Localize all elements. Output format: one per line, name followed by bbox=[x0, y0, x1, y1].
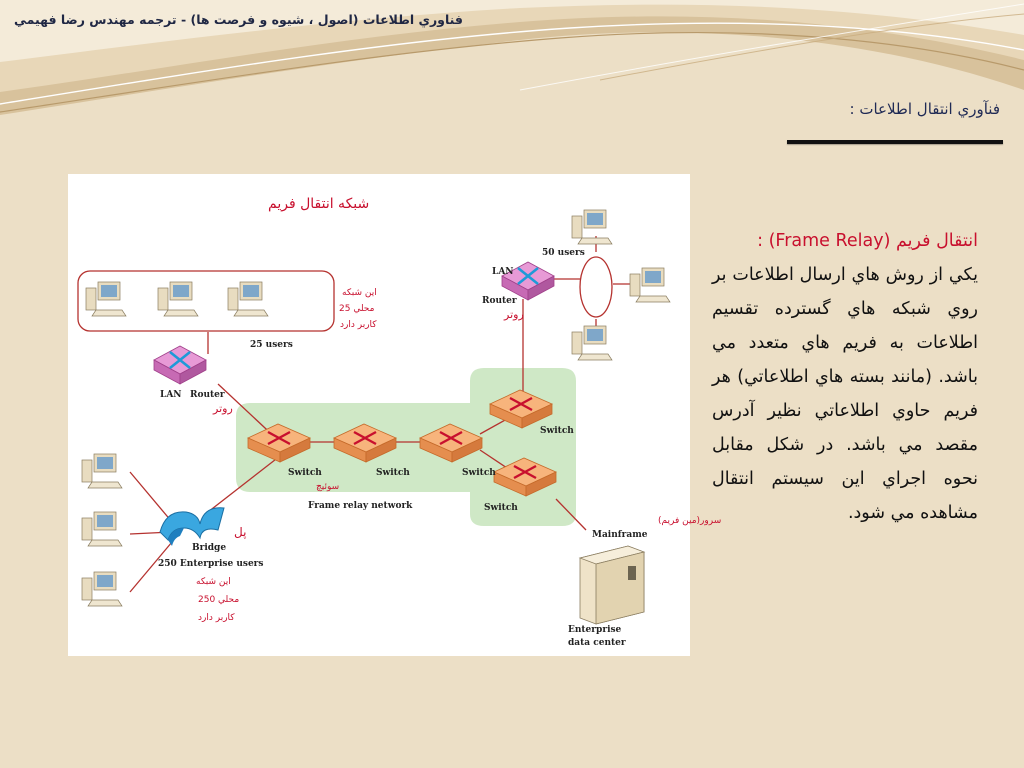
mainframe-fa-label: سرور(مين فريم) bbox=[658, 516, 722, 526]
frame-relay-heading: انتقال فريم (Frame Relay) : bbox=[757, 231, 978, 251]
workstation-icon bbox=[86, 282, 126, 316]
network-label: Frame relay network bbox=[308, 501, 413, 511]
bridge-icon bbox=[160, 508, 224, 546]
router-left-lan-label: LAN bbox=[160, 390, 182, 400]
diagram-title: شبکه انتقال فريم bbox=[268, 196, 370, 212]
datacenter-label-line2: data center bbox=[568, 638, 626, 648]
router-left-fa-label: روتر bbox=[213, 402, 233, 415]
workstation-icon bbox=[82, 454, 122, 488]
lan-25-note-line1: اين شبکه bbox=[342, 288, 377, 298]
heading-underline bbox=[787, 140, 1003, 144]
lan-25-users-box bbox=[78, 271, 334, 331]
slide-heading: فنآوري انتقال اطلاعات : bbox=[849, 100, 1000, 118]
lan-25-note-line2: محلي 25 bbox=[339, 304, 375, 314]
router-left-label: Router bbox=[190, 390, 225, 400]
mainframe-server-icon bbox=[580, 546, 644, 624]
switch-1-label: Switch bbox=[288, 468, 322, 478]
lan-250-note-line3: کاربر دارد bbox=[198, 613, 235, 623]
mainframe-label: Mainframe bbox=[592, 530, 648, 540]
switch-1-fa-label: سوئيچ bbox=[316, 482, 340, 492]
switch-3-label: Switch bbox=[462, 468, 496, 478]
workstation-icon bbox=[572, 210, 612, 244]
bridge-label: Bridge bbox=[192, 543, 227, 553]
lan-250-note-line2: محلي 250 bbox=[198, 595, 240, 605]
frame-relay-description: يکي از روش هاي ارسال اطلاعات بر روي شبکه هاي گسترده تقسيم اطلاعات به فريم هاي متعدد مي باشد. (مانند بسته هاي اطلاعاتي) هر فريم حاوي اطلاعاتي نظير آدرس مقصد مي باشد. در شکل مقابل نحوه اجراي اين سيستم انتقال مشاهده مي شود. bbox=[712, 265, 978, 523]
users-50-label: 50 users bbox=[542, 248, 585, 258]
workstation-icon bbox=[572, 326, 612, 360]
workstation-icon bbox=[228, 282, 268, 316]
router-right-lan-label: LAN bbox=[492, 267, 514, 277]
lan-250-note-line1: اين شبکه bbox=[196, 577, 231, 587]
workstation-icon bbox=[82, 572, 122, 606]
workstation-icon bbox=[158, 282, 198, 316]
switch-2-label: Switch bbox=[376, 468, 410, 478]
router-right-fa-label: روتر bbox=[504, 308, 524, 321]
frame-relay-diagram bbox=[68, 174, 722, 656]
switch-4-label: Switch bbox=[540, 426, 574, 436]
workstation-icon bbox=[630, 268, 670, 302]
datacenter-label-line1: Enterprise bbox=[568, 625, 622, 635]
slide-body bbox=[712, 224, 978, 530]
users-25-label: 25 users bbox=[250, 340, 293, 350]
router-left-icon bbox=[154, 346, 206, 384]
lan-50-ring bbox=[580, 257, 612, 317]
bridge-fa-label: پل bbox=[234, 525, 247, 539]
switch-5-label: Switch bbox=[484, 503, 518, 513]
workstation-icon bbox=[82, 512, 122, 546]
lan-25-note-line3: کاربر دارد bbox=[340, 320, 377, 330]
header-title: فناوري اطلاعات (اصول ، شيوه و فرصت ها) - ترجمه مهندس رضا فهيمي bbox=[14, 12, 463, 27]
router-right-label: Router bbox=[482, 296, 517, 306]
users-250-label: 250 Enterprise users bbox=[158, 559, 264, 569]
